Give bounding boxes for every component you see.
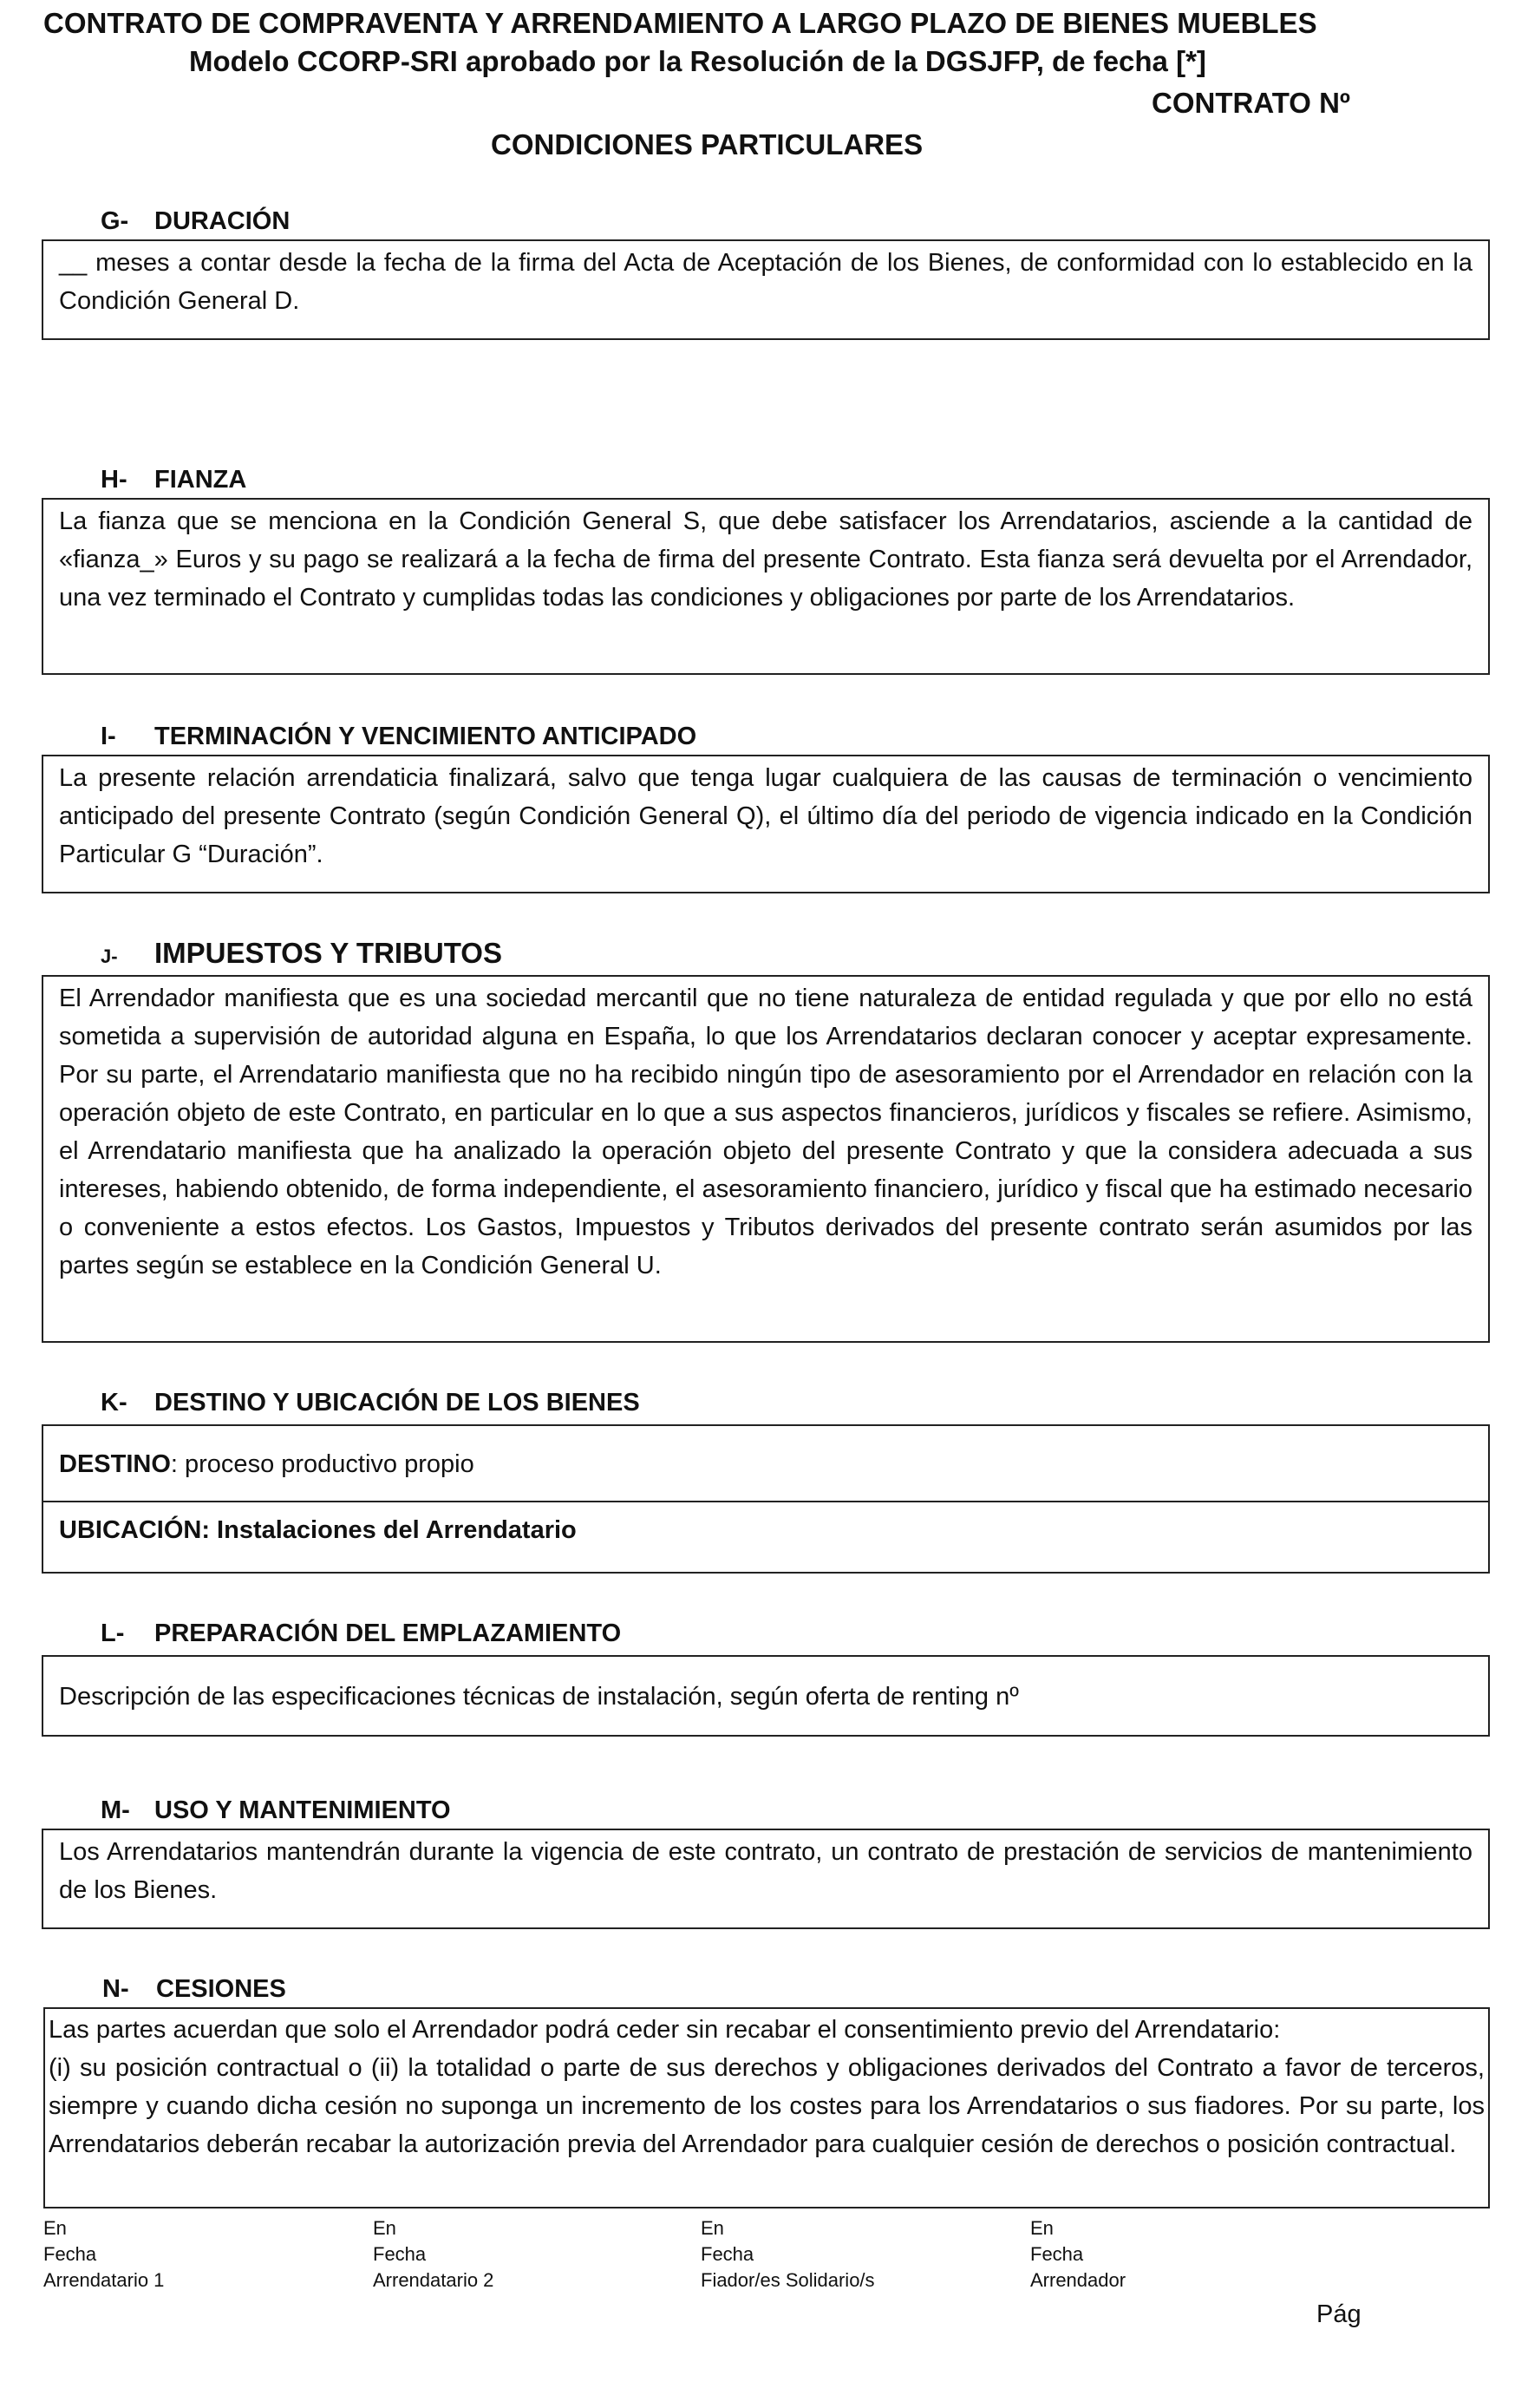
section-n-line1: Las partes acuerdan que solo el Arrendador podrá ceder sin recabar el consentimiento previo del Arrendatario: bbox=[49, 2016, 1281, 2044]
signature-date: Fecha bbox=[373, 2243, 427, 2265]
section-l-body: Descripción de las especificaciones técnicas de instalación, según oferta de renting nº bbox=[59, 1683, 1019, 1711]
signature-date: Fecha bbox=[701, 2243, 754, 2265]
destino-value: : proceso productivo propio bbox=[170, 1450, 474, 1478]
document-title: CONTRATO DE COMPRAVENTA Y ARRENDAMIENTO A LARGO PLAZO DE BIENES MUEBLES bbox=[43, 7, 1317, 39]
section-g-title bbox=[101, 206, 290, 236]
section-h-letter: H- bbox=[101, 466, 127, 494]
signature-date: Fecha bbox=[1030, 2243, 1084, 2265]
section-h-box bbox=[42, 498, 1490, 675]
section-j-heading: IMPUESTOS Y TRIBUTOS bbox=[154, 937, 502, 969]
section-n-title bbox=[102, 1974, 286, 2004]
page-number: Pág bbox=[1316, 2300, 1361, 2328]
signature-block-2 bbox=[373, 2215, 493, 2293]
section-i-letter: I- bbox=[101, 723, 116, 750]
destino-divider bbox=[43, 1501, 1488, 1502]
ubicacion-row: UBICACIÓN: Instalaciones del Arrendatario bbox=[59, 1516, 577, 1544]
signature-party: Arrendatario 1 bbox=[43, 2269, 165, 2291]
section-g-box bbox=[42, 239, 1490, 340]
section-n-letter: N- bbox=[102, 1975, 129, 2003]
signature-block-3 bbox=[701, 2215, 875, 2293]
section-h-body: La fianza que se menciona en la Condición General S, que debe satisfacer los Arrendatarios, asciende a la cantidad de «fianza_» Euros y su pago se realizará a la fecha de firma del presente Contrato. Esta fianza será devuelta por el Arrendador, una vez terminado el Contrato y cumplidas todas las condiciones y obligaciones por parte de los Arrendatarios. bbox=[59, 507, 1472, 612]
destino-label: DESTINO bbox=[59, 1450, 171, 1478]
section-l-box bbox=[42, 1655, 1490, 1737]
contract-number: CONTRATO Nº bbox=[1152, 87, 1350, 119]
section-j-title bbox=[101, 939, 502, 972]
signature-party: Arrendatario 2 bbox=[373, 2269, 494, 2291]
section-j-body: El Arrendador manifiesta que es una sociedad mercantil que no tiene naturaleza de entidad regulada y que por ello no está sometida a supervisión de autoridad alguna en España, lo que los Arrendatarios declaran conocer y aceptar expresamente. Por su parte, el Arrendatario manifiesta que no ha recibido ningún tipo de asesoramiento por el Arrendador en relación con la operación objeto de este Contrato, en particular en lo que a sus aspectos financieros, jurídicos y fiscales se refiere. Asimismo, el Arrendatario manifiesta que ha analizado la operación objeto del presente Contrato y que la considera adecuada a sus intereses, habiendo obtenido, de forma independiente, el asesoramiento financiero, jurídico y fiscal que ha estimado necesario o conveniente a estos efectos. Los Gastos, Impuestos y Tributos derivados del presente contrato serán asumidos por las partes según se establece en la Condición General U. bbox=[59, 985, 1472, 1279]
section-l-title bbox=[101, 1619, 621, 1648]
section-l-letter: L- bbox=[101, 1620, 125, 1647]
section-i-title bbox=[101, 722, 696, 751]
signature-party: Arrendador bbox=[1030, 2269, 1126, 2291]
section-n-box bbox=[43, 2007, 1490, 2208]
signature-place: En bbox=[1030, 2217, 1054, 2239]
section-n-body: (i) su posición contractual o (ii) la totalidad o parte de sus derechos y obligaciones derivados del Contrato a favor de terceros, siempre y cuando dicha cesión no suponga un incremento de los costes para los Arrendatarios o sus fiadores. Por su parte, los Arrendatarios deberán recabar la autorización previa del Arrendador para cualquier cesión de derechos o posición contractual. bbox=[49, 2054, 1485, 2158]
section-l-heading: PREPARACIÓN DEL EMPLAZAMIENTO bbox=[154, 1620, 622, 1647]
section-h-heading: FIANZA bbox=[154, 466, 247, 494]
destino-row bbox=[43, 1445, 1488, 1483]
signature-place: En bbox=[43, 2217, 67, 2239]
section-k-heading: DESTINO Y UBICACIÓN DE LOS BIENES bbox=[154, 1389, 640, 1417]
section-m-letter: M- bbox=[101, 1796, 130, 1824]
signature-place: En bbox=[701, 2217, 724, 2239]
section-j-letter: J- bbox=[101, 946, 118, 967]
section-m-heading: USO Y MANTENIMIENTO bbox=[154, 1796, 451, 1824]
section-g-heading: DURACIÓN bbox=[154, 207, 291, 235]
section-m-title bbox=[101, 1796, 451, 1825]
section-k-letter: K- bbox=[101, 1389, 127, 1417]
signature-block-1 bbox=[43, 2215, 164, 2293]
section-i-heading: TERMINACIÓN Y VENCIMIENTO ANTICIPADO bbox=[154, 723, 697, 750]
section-m-box bbox=[42, 1829, 1490, 1929]
section-g-letter: G- bbox=[101, 207, 129, 235]
document-subtitle: Modelo CCORP-SRI aprobado por la Resolución de la DGSJFP, de fecha [*] bbox=[189, 45, 1206, 77]
section-k-title bbox=[101, 1388, 640, 1417]
section-g-body: __ meses a contar desde la fecha de la firma del Acta de Aceptación de los Bienes, de conformidad con lo establecido en la Condición General D. bbox=[59, 249, 1472, 315]
signature-block-4 bbox=[1030, 2215, 1126, 2293]
signature-party: Fiador/es Solidario/s bbox=[701, 2269, 875, 2291]
signature-date: Fecha bbox=[43, 2243, 97, 2265]
section-m-body: Los Arrendatarios mantendrán durante la vigencia de este contrato, un contrato de prestación de servicios de mantenimiento de los Bienes. bbox=[59, 1838, 1472, 1904]
section-i-body: La presente relación arrendaticia finalizará, salvo que tenga lugar cualquiera de las causas de terminación o vencimiento anticipado del presente Contrato (según Condición General Q), el último día del periodo de vigencia indicado en la Condición Particular G “Duración”. bbox=[59, 764, 1472, 868]
section-n-heading: CESIONES bbox=[156, 1975, 286, 2003]
signature-place: En bbox=[373, 2217, 396, 2239]
section-j-box bbox=[42, 975, 1490, 1343]
section-h-title bbox=[101, 465, 246, 494]
section-k-box bbox=[42, 1424, 1490, 1574]
section-i-box bbox=[42, 755, 1490, 893]
section-heading: CONDICIONES PARTICULARES bbox=[491, 128, 924, 160]
